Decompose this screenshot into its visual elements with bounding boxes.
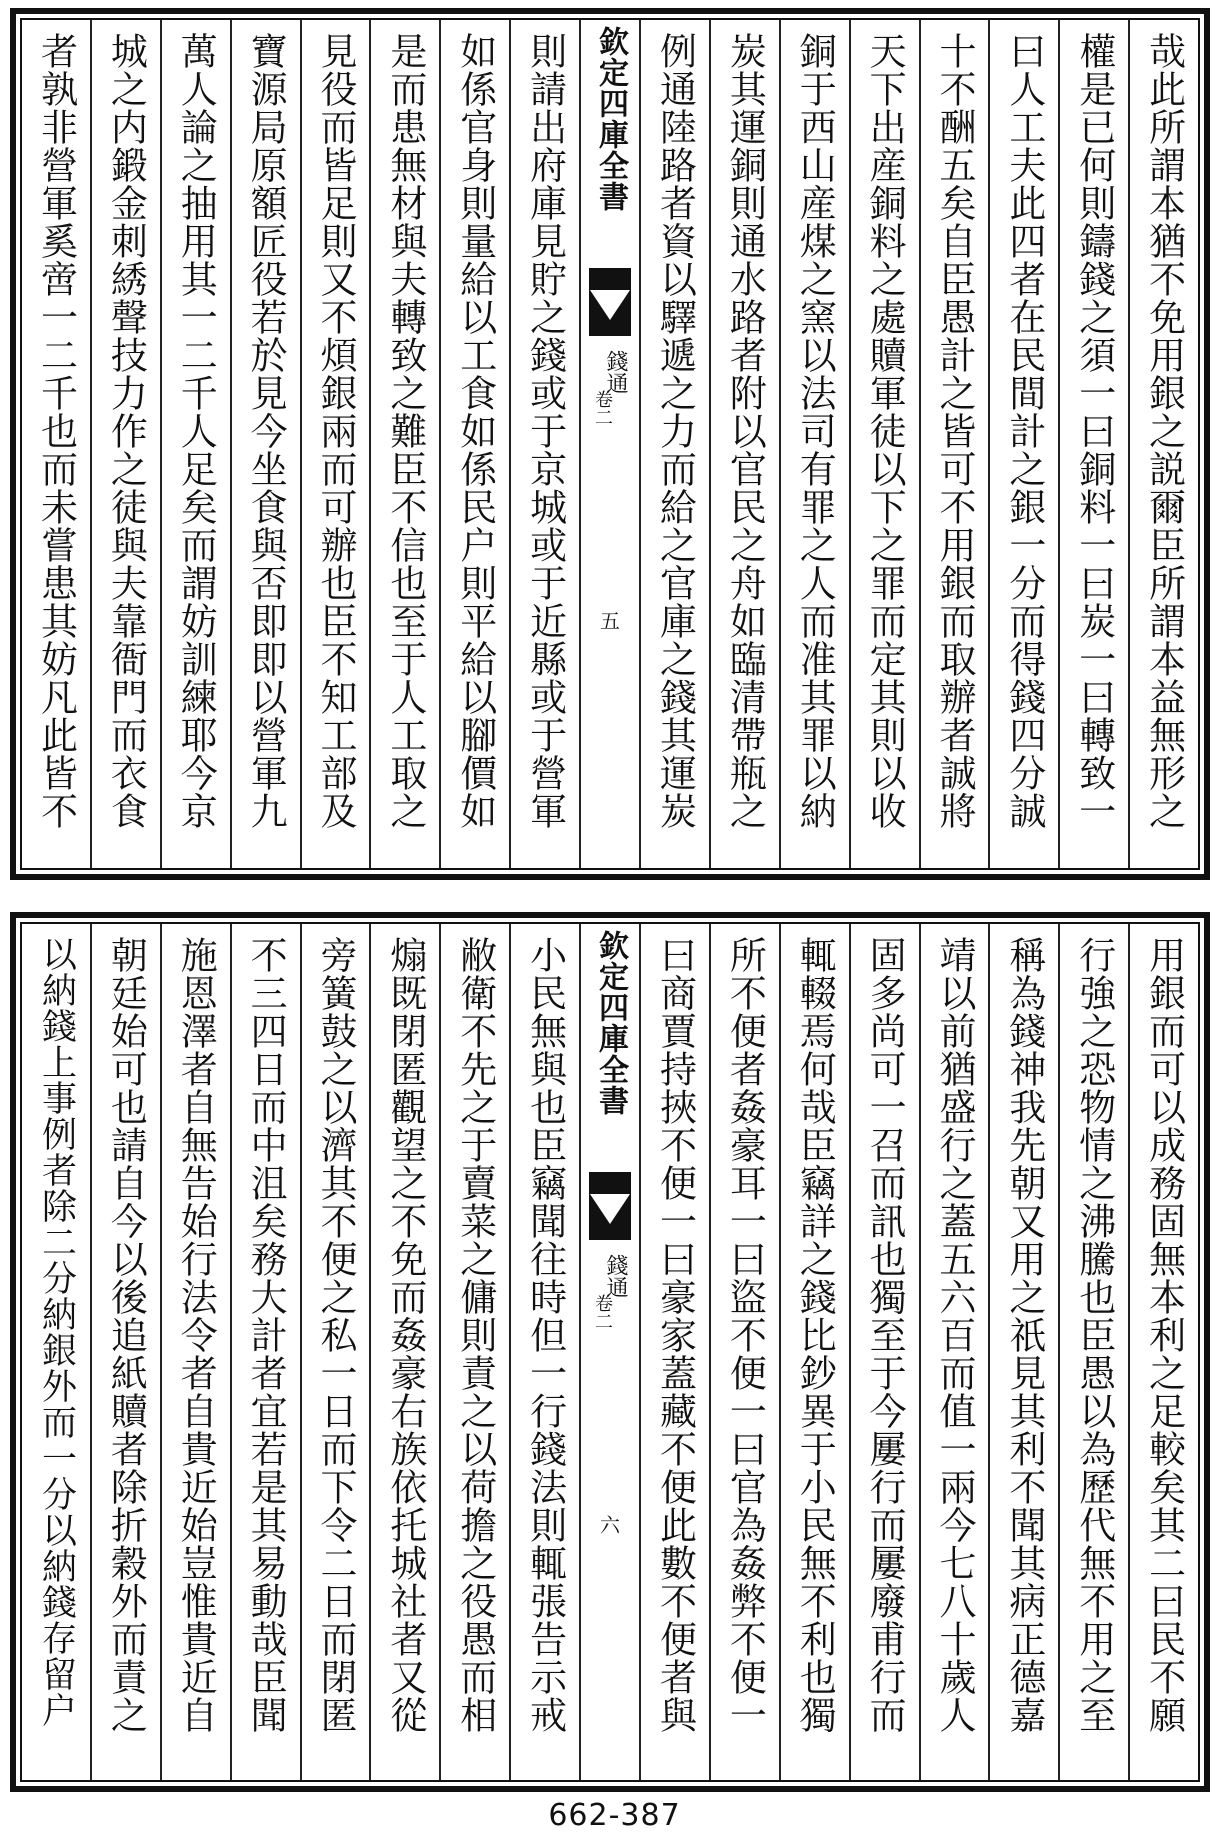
text-column (919, 924, 989, 1780)
column-text: 用銀而可以成務固無本利之足較矣其二曰民不願 (1142, 936, 1186, 1734)
text-column (849, 20, 919, 868)
text-column (22, 924, 90, 1780)
column-text: 輒輟焉何哉臣竊詳之錢比鈔異于小民無不利也獨 (793, 936, 837, 1734)
column-text: 曰商賈持挾不便一曰豪家蓋藏不便此數不便者與 (653, 936, 697, 1734)
center-margin-banxin (579, 20, 639, 868)
text-column (849, 924, 919, 1780)
column-text: 不三四日而中沮矣務大計者宜若是其易動哉臣聞 (244, 936, 288, 1734)
text-column (90, 20, 160, 868)
text-column (779, 20, 849, 868)
column-text: 小民無與也臣竊聞往時但一行錢法則輒張告示戒 (523, 936, 567, 1734)
text-column (230, 924, 300, 1780)
text-column (988, 924, 1058, 1780)
column-text: 靖以前猶盛行之蓋五六百而值一兩今七八十歲人 (932, 936, 976, 1734)
column-text: 寶源局原額匠役若於見今坐食與否即即以營軍九 (244, 32, 288, 830)
column-text: 銅于西山産煤之窯以法司有罪之人而准其罪以納 (793, 32, 837, 830)
leaf-number: 五 (600, 609, 620, 633)
text-column (639, 924, 709, 1780)
text-column (90, 924, 160, 1780)
book-title: 錢通 (603, 350, 628, 394)
column-text: 是而患無材與夫轉致之難臣不信也至于人工取之 (383, 32, 427, 830)
text-column (160, 924, 230, 1780)
collection-title: 欽定四庫全書 (593, 26, 628, 212)
column-text: 十不酬五矣自臣愚計之皆可不用銀而取辦者誠將 (932, 32, 976, 830)
collection-title: 欽定四庫全書 (593, 930, 628, 1116)
column-text: 見役而皆足則又不煩銀兩而可辦也臣不知工部及 (313, 32, 357, 830)
column-text: 城之内鍛金刺綉聲技力作之徒與夫靠衙門而衣食 (104, 32, 148, 830)
text-column (369, 20, 439, 868)
column-text: 曰人工夫此四者在民間計之銀一分而得錢四分誠 (1002, 32, 1046, 830)
column-text: 則請出府庫見貯之錢或于京城或于近縣或于營軍 (523, 32, 567, 830)
column-text: 萬人論之抽用其一二千人足矣而謂妨訓練耶今京 (174, 32, 218, 830)
upper-page-columns (22, 20, 1198, 868)
column-text: 天下出産銅料之處贖軍徒以下之罪而定其則以收 (863, 32, 907, 830)
fishtail-mark (589, 268, 631, 336)
text-column (1128, 924, 1198, 1780)
volume-label (581, 350, 639, 460)
column-text: 朝廷始可也請自今以後追紙贖者除折穀外而責之 (104, 936, 148, 1734)
juan-number: 卷二 (592, 1294, 613, 1330)
juan-number: 卷二 (592, 390, 613, 426)
fishtail-mark (589, 1172, 631, 1240)
book-title: 錢通 (603, 1254, 628, 1298)
column-text: 例通陸路者資以驛遞之力而給之官庫之錢其運炭 (653, 32, 697, 830)
text-column (709, 924, 779, 1780)
text-column (988, 20, 1058, 868)
column-text: 旁簧鼓之以濟其不便之私一日而下令二日而閉匿 (313, 936, 357, 1734)
text-column (439, 20, 509, 868)
center-margin-banxin (579, 924, 639, 1780)
text-column (779, 924, 849, 1780)
text-column (230, 20, 300, 868)
column-text: 權是已何則鑄錢之須一曰銅料一曰炭一曰轉致一 (1072, 32, 1116, 830)
text-column (709, 20, 779, 868)
column-text: 行強之恐物情之沸騰也臣愚以為歷代無不用之至 (1072, 936, 1116, 1734)
text-column (1058, 20, 1128, 868)
column-text: 施恩澤者自無告始行法令者自貴近始豈惟貴近自 (174, 936, 218, 1734)
text-column (300, 924, 370, 1780)
text-column (509, 924, 579, 1780)
lower-page-columns (22, 924, 1198, 1780)
column-text: 炭其運銅則通水路者附以官民之舟如臨清帶瓶之 (723, 32, 767, 830)
text-column (639, 20, 709, 868)
column-text: 者孰非營軍奚啻一二千也而未嘗患其妨凡此皆不 (34, 32, 78, 830)
text-column (509, 20, 579, 868)
text-column (1128, 20, 1198, 868)
text-column (160, 20, 230, 868)
text-column (369, 924, 439, 1780)
column-text: 如係官身則量給以工食如係民户則平給以腳價如 (453, 32, 497, 830)
column-text: 固多尚可一召而訊也獨至于今屢行而屢廢甫行而 (863, 936, 907, 1734)
catalog-number: 662-387 (548, 1798, 681, 1833)
volume-label (581, 1254, 639, 1364)
text-column (300, 20, 370, 868)
text-column (1058, 924, 1128, 1780)
upper-page-frame (10, 8, 1210, 880)
column-text: 煽既閉匿觀望之不免而姦豪右族依托城社者又從 (383, 936, 427, 1734)
lower-page-frame (10, 912, 1210, 1792)
column-text: 以納錢上事例者除二分納銀外而一分以納錢存留户 (36, 936, 77, 1728)
column-text: 所不便者姦豪耳一曰盜不便一曰官為姦弊不便一 (723, 936, 767, 1734)
text-column (919, 20, 989, 868)
text-column (22, 20, 90, 868)
column-text: 稱為錢神我先朝又用之祇見其利不聞其病正德嘉 (1002, 936, 1046, 1734)
leaf-number: 六 (600, 1513, 620, 1537)
column-text: 哉此所謂本猶不免用銀之説爾臣所謂本益無形之 (1142, 32, 1186, 830)
column-text: 敝衛不先之于賣菜之傭則責之以荷擔之役愚而相 (453, 936, 497, 1734)
text-column (439, 924, 509, 1780)
